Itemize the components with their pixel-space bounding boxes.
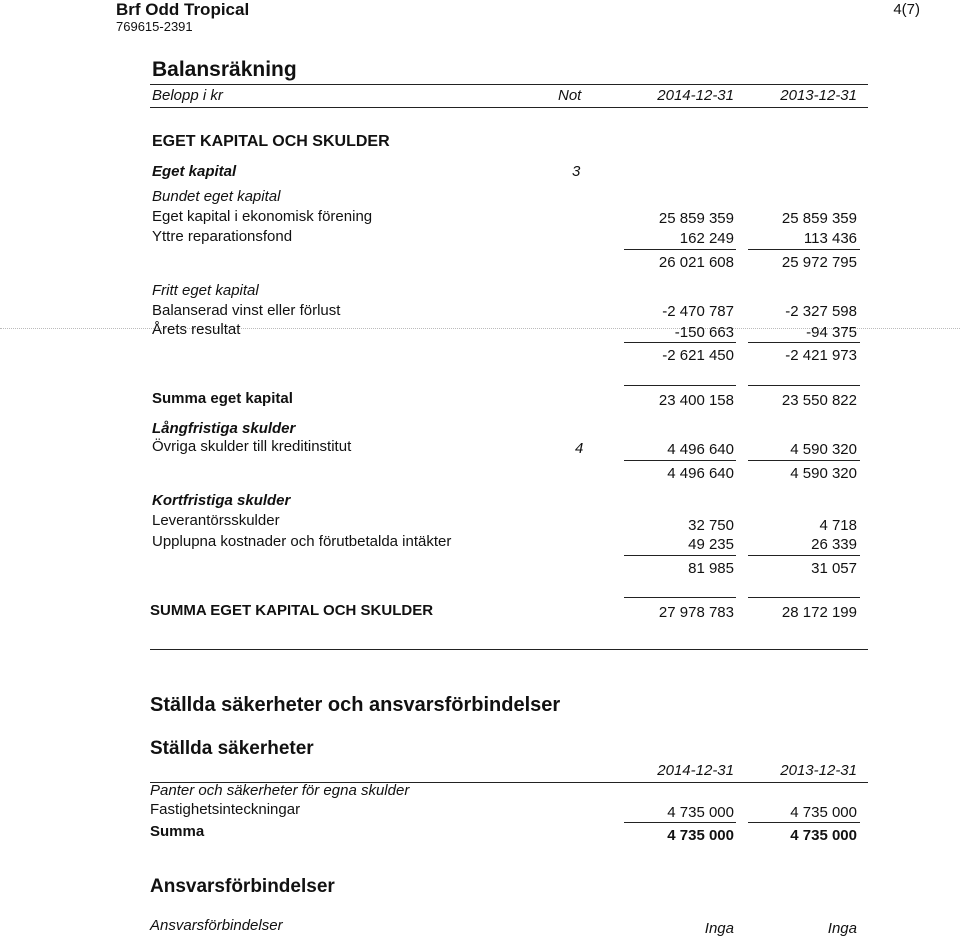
row-value-y1: 4 735 000 — [667, 804, 734, 821]
subtotal-value-y2: 31 057 — [811, 560, 857, 577]
row-value-y1: 25 859 359 — [658, 210, 734, 227]
row-value-y2: 4 718 — [819, 517, 857, 534]
total-rule — [624, 385, 736, 386]
subtotal-value-y1: 4 496 640 — [667, 465, 734, 482]
row-label: Fastighetsinteckningar — [150, 801, 301, 818]
restricted-equity-title: Bundet eget kapital — [152, 188, 281, 205]
column-label-year-2: 2013-12-31 — [780, 87, 857, 104]
subtotal-rule — [748, 555, 860, 556]
org-number: 769615-2391 — [116, 19, 193, 34]
grand-total-y2: 28 172 199 — [781, 604, 857, 621]
pledged-column-year-1: 2014-12-31 — [657, 762, 734, 779]
row-note: 4 — [575, 440, 584, 457]
grand-total-label: SUMMA EGET KAPITAL OCH SKULDER — [150, 602, 434, 619]
column-label-note: Not — [558, 87, 582, 104]
pledged-total-label: Summa — [150, 823, 205, 840]
row-label: Eget kapital i ekonomisk förening — [152, 208, 373, 225]
balance-sheet-title: Balansräkning — [152, 58, 297, 81]
contingent-liabilities-title: Ansvarsförbindelser — [150, 876, 335, 897]
subtotal-value-y2: 25 972 795 — [781, 254, 857, 271]
row-value-y2: Inga — [827, 920, 857, 937]
row-value-y2: -94 375 — [806, 324, 857, 341]
column-label-year-1: 2014-12-31 — [657, 87, 734, 104]
subtotal-value-y1: -2 621 450 — [662, 347, 734, 364]
pledges-title: Ställda säkerheter och ansvarsförbindelser — [150, 694, 561, 716]
row-label: Leverantörsskulder — [152, 512, 280, 529]
row-value-y1: Inga — [704, 920, 734, 937]
row-value-y2: 4 735 000 — [790, 804, 857, 821]
short-term-liabilities-title: Kortfristiga skulder — [152, 492, 291, 509]
column-header-rule — [150, 107, 868, 108]
equity-total-label: Summa eget kapital — [152, 390, 293, 407]
subtotal-rule — [624, 460, 736, 461]
pledged-total-y2: 4 735 000 — [790, 827, 857, 844]
pledged-subtitle: Panter och säkerheter för egna skulder — [150, 782, 410, 799]
column-label-amount: Belopp i kr — [152, 87, 223, 104]
subtotal-value-y2: 4 590 320 — [790, 465, 857, 482]
row-value-y1: 4 496 640 — [667, 441, 734, 458]
row-label: Ansvarsförbindelser — [150, 917, 283, 934]
subtotal-value-y1: 26 021 608 — [658, 254, 734, 271]
subtotal-rule — [748, 249, 860, 250]
row-value-y1: -2 470 787 — [662, 303, 734, 320]
company-name: Brf Odd Tropical — [116, 0, 250, 19]
grand-total-y1: 27 978 783 — [658, 604, 734, 621]
subtotal-rule — [748, 822, 860, 823]
section-title: EGET KAPITAL OCH SKULDER — [152, 133, 390, 150]
row-value-y1: 32 750 — [688, 517, 734, 534]
row-value-y1: -150 663 — [674, 324, 734, 341]
subtotal-rule — [624, 249, 736, 250]
equity-note: 3 — [572, 163, 581, 180]
row-value-y2: 26 339 — [811, 536, 857, 553]
free-equity-title: Fritt eget kapital — [152, 282, 259, 299]
row-value-y1: 162 249 — [679, 230, 734, 247]
row-value-y2: -2 327 598 — [785, 303, 857, 320]
equity-total-y2: 23 550 822 — [781, 392, 857, 409]
row-label: Yttre reparationsfond — [152, 228, 293, 245]
pledged-column-year-2: 2013-12-31 — [780, 762, 857, 779]
row-label: Övriga skulder till kreditinstitut — [152, 438, 352, 455]
subtotal-rule — [624, 822, 736, 823]
title-rule — [150, 84, 868, 85]
total-rule — [624, 597, 736, 598]
subtotal-value-y2: -2 421 973 — [785, 347, 857, 364]
total-rule — [748, 385, 860, 386]
row-value-y2: 25 859 359 — [781, 210, 857, 227]
equity-total-y1: 23 400 158 — [658, 392, 734, 409]
row-value-y1: 49 235 — [688, 536, 734, 553]
row-label: Årets resultat — [152, 321, 241, 338]
subtotal-value-y1: 81 985 — [688, 560, 734, 577]
pledged-assets-title: Ställda säkerheter — [150, 738, 314, 759]
equity-title: Eget kapital — [152, 163, 237, 180]
subtotal-rule — [624, 342, 736, 343]
subtotal-rule — [748, 342, 860, 343]
pledged-total-y1: 4 735 000 — [667, 827, 734, 844]
long-term-liabilities-title: Långfristiga skulder — [152, 420, 296, 437]
total-rule — [748, 597, 860, 598]
section-end-rule — [150, 649, 868, 650]
subtotal-rule — [748, 460, 860, 461]
row-value-y2: 4 590 320 — [790, 441, 857, 458]
page-number: 4(7) — [893, 1, 920, 18]
row-label: Balanserad vinst eller förlust — [152, 302, 341, 319]
row-value-y2: 113 436 — [803, 230, 857, 247]
subtotal-rule — [624, 555, 736, 556]
row-label: Upplupna kostnader och förutbetalda intäkter — [152, 533, 452, 550]
